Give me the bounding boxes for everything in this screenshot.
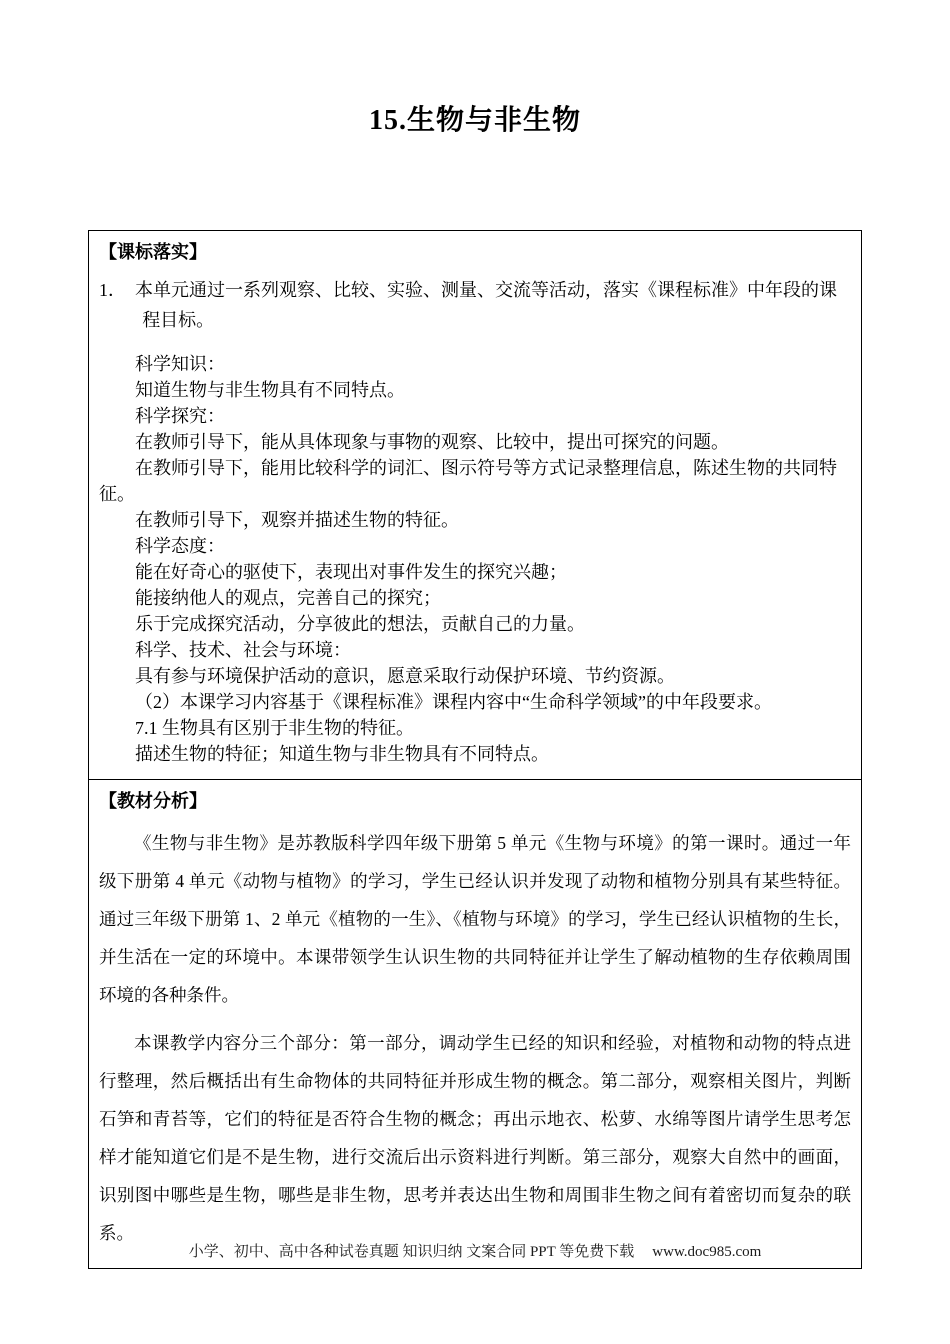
standard-line: 科学探究： xyxy=(135,406,225,426)
numbered-item-1: 1． 本单元通过一系列观察、比较、实验、测量、交流等活动，落实《课程标准》中年段的课程目标。 xyxy=(99,280,837,330)
footer-url: www.doc985.com xyxy=(652,1244,762,1260)
page-footer xyxy=(0,1240,950,1261)
standard-line: 在教师引导下，观察并描述生物的特征。 xyxy=(135,510,459,530)
standard-line: 科学知识： xyxy=(135,354,225,374)
section-curriculum-standards xyxy=(88,230,862,780)
content-table xyxy=(88,230,862,1269)
standard-line: 在教师引导下，能从具体现象与事物的观察、比较中，提出可探究的问题。 xyxy=(135,432,729,452)
standard-line: 能接纳他人的观点，完善自己的探究； xyxy=(135,588,441,608)
analysis-paragraph: 本课教学内容分三个部分：第一部分，调动学生已经的知识和经验，对植物和动物的特点进行整理，然后概括出有生命物体的共同特征并形成生物的概念。第二部分，观察相关图片，判断石笋和青苔等，它们的特征是否符合生物的概念；再出示地衣、松萝、水绵等图片请学生思考怎样才能知道它们是不是生物，进行交流后出示资料进行判断。第三部分，观察大自然中的画面，识别图中哪些是生物，哪些是非生物，思考并表达出生物和周围非生物之间有着密切而复杂的联系。 xyxy=(99,1033,851,1243)
standard-line: 描述生物的特征；知道生物与非生物具有不同特点。 xyxy=(135,744,549,764)
standard-line: 具有参与环境保护活动的意识，愿意采取行动保护环境、节约资源。 xyxy=(135,666,675,686)
document-title: 15.生物与非生物 xyxy=(368,105,581,136)
standard-line: 7.1 生物具有区别于非生物的特征。 xyxy=(135,718,414,738)
standard-line: 在教师引导下，能用比较科学的词汇、图示符号等方式记录整理信息，陈述生物的共同特征。 xyxy=(99,458,837,504)
standard-line: 科学态度： xyxy=(135,536,225,556)
standard-line: 能在好奇心的驱使下，表现出对事件发生的探究兴趣； xyxy=(135,562,567,582)
section-heading-curriculum: 【课标落实】 xyxy=(99,242,207,262)
section-textbook-analysis xyxy=(88,779,862,1269)
standard-line: 乐于完成探究活动，分享彼此的想法，贡献自己的力量。 xyxy=(135,614,585,634)
standard-line: （2）本课学习内容基于《课程标准》课程内容中“生命科学领域”的中年段要求。 xyxy=(135,692,772,712)
section-heading-analysis: 【教材分析】 xyxy=(99,791,207,811)
standard-line: 知道生物与非生物具有不同特点。 xyxy=(135,380,405,400)
footer-text: 小学、初中、高中各种试卷真题 知识归纳 文案合同 PPT 等免费下载 xyxy=(188,1244,635,1260)
analysis-paragraph: 《生物与非生物》是苏教版科学四年级下册第 5 单元《生物与环境》的第一课时。通过一年级下册第 4 单元《动物与植物》的学习，学生已经认识并发现了动物和植物分别具有某些特征。通过三年级下册第 1、2 单元《植物的一生》、《植物与环境》的学习，学生已经认识植物的生长，并生活在一定的环境中。本课带领学生认识生物的共同特征并让学生了解动植物的生存依赖周围环境的各种条件。 xyxy=(99,833,851,1005)
standard-line: 科学、技术、社会与环境： xyxy=(135,640,351,660)
